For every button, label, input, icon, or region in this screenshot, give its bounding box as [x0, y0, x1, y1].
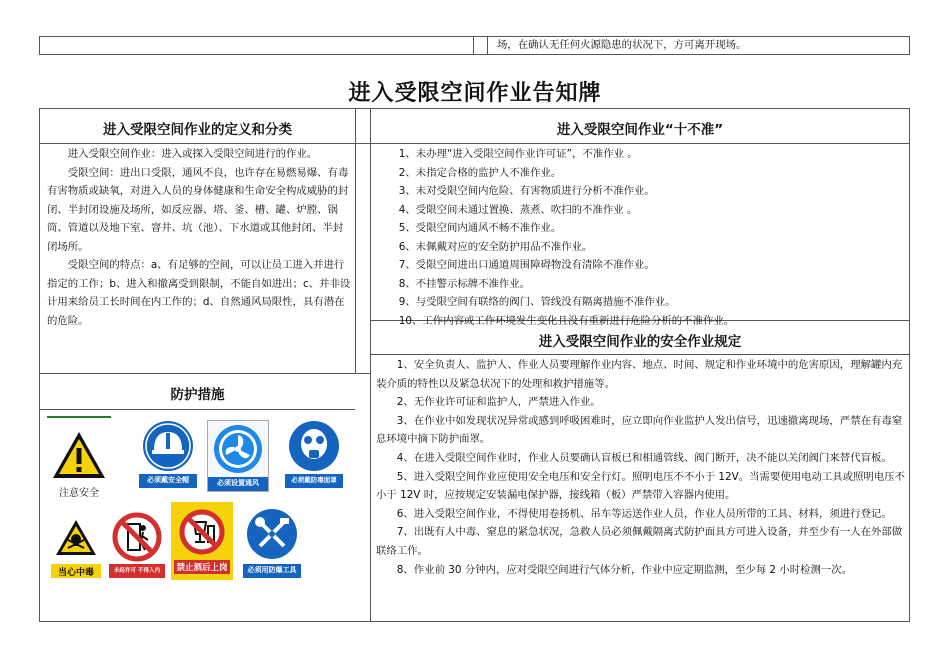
list-item: 3、在作业中如发现状况异常或感到呼吸困难时，应立即向作业监护人发出信号，迅速撤离现场，严禁在有毒窒息环境中摘下防护面罩。	[376, 414, 903, 446]
sign-label: 必须用防爆工具	[247, 566, 297, 574]
top-row	[39, 36, 910, 55]
sign-label: 注意安全	[59, 488, 99, 499]
protection-header: 防护措施	[170, 387, 225, 403]
list-item: 2、无作业许可证和监护人，严禁进入作业。	[396, 396, 601, 409]
list-item: 2、未指定合格的监护人不准作业。	[398, 166, 562, 179]
list-item: 5、受限空间内通风不畅不准作业。	[398, 222, 562, 234]
ten-nots-header: 进入受限空间作业“十不准”	[556, 122, 724, 138]
sign-ventilation	[207, 420, 269, 492]
list-item: 5、进入受限空间作业应使用安全电压和安全行灯。照明电压不不小于 12V。当需要使用电动工具或照明电压不小于 12V 时，应按规定安装漏电保护器，接线箱（板）严禁带入容器内使用。	[376, 470, 906, 502]
list-item: 8、作业前 30 分钟内，应对受限空间进行气体分析，作业中应定期监测，至少每 2 小时检测一次。	[396, 563, 853, 576]
sign-no-entry	[109, 510, 165, 582]
sign-label: 必须戴防毒面罩	[291, 476, 337, 484]
sign-label: 未经许可 不得入内	[114, 568, 160, 574]
sign-label: 禁止酒后上岗	[176, 563, 228, 573]
no-entry-person-icon	[112, 512, 162, 562]
sign-no-alcohol	[171, 502, 233, 580]
list-item: 9、与受限空间有联络的阀门、管线没有隔离措施不准作业。	[398, 296, 676, 308]
definition-paragraph: 受限空间：进出口受限，通风不良，也许存在易燃易爆、有毒有害物质或缺氧，对进入人员的身体健康和生命安全构成威胁的封闭、半封闭设施及场所，如反应器、塔、釜、槽、罐、炉膛、锅筒、管道以及地下室、窨井、坑（池）、下水道或其他封闭、半封闭场所。	[47, 166, 349, 253]
sign-gas-mask	[285, 420, 343, 492]
definition-body	[47, 145, 351, 330]
list-item: 4、受限空间未通过置换、蒸煮、吹扫的不准作业 。	[398, 203, 638, 216]
list-item: 6、未佩戴对应的安全防护用品不准作业。	[398, 240, 593, 253]
rules-header: 进入受限空间作业的安全作业规定	[538, 334, 742, 350]
definition-header: 进入受限空间作业的定义和分类	[103, 122, 292, 138]
page-title: 进入受限空间作业告知牌	[348, 81, 602, 106]
list-item: 7、受限空间进出口通道周围障碍物没有清除不准作业。	[398, 259, 655, 271]
sign-label: 当心中毒	[57, 568, 94, 578]
ten-nots-list	[378, 145, 906, 330]
list-item: 1、安全负责人、监护人、作业人员要理解作业内容、地点、时间、规定和作业环境中的危害原因，理解罐内充装介质的特性以及紧急状况下的处理和救护措施等。	[376, 359, 903, 390]
rules-list	[376, 356, 906, 579]
sign-label: 必须戴安全帽	[147, 476, 189, 484]
skull-icon	[54, 518, 98, 558]
helmet-icon	[142, 420, 194, 472]
list-item: 6、进入受限空间作业，不得使用卷扬机、吊车等运送作业人员，作业人员所带的工具、材料，须进行登记。	[396, 507, 892, 520]
top-row-text: 场，在确认无任何火源隐患的状况下，方可离开现场。	[497, 39, 747, 51]
definition-paragraph: 受限空间的特点：a、有足够的空间，可以让员工进入并进行指定的工作；b、进入和撤离受到限制，不能自如进出；c、并非设计用来给员工长时间在内工作的；d、自然通风局限性，具有潜在的危险。	[47, 259, 351, 327]
sign-explosion-proof-tools	[243, 508, 301, 582]
warning-exclamation-icon	[51, 430, 107, 482]
gas-mask-icon	[288, 420, 340, 472]
list-item: 10、工作内容或工作环境发生变化且没有重新进行危险分析的不准作业。	[398, 314, 735, 327]
sign-label: 必须设置通风	[217, 479, 259, 487]
sign-helmet	[139, 420, 197, 492]
list-item: 3、未对受限空间内危险、有害物质进行分析不准作业。	[398, 185, 655, 197]
safety-signs-panel	[47, 410, 337, 590]
list-item: 8、不挂警示标牌不准作业。	[398, 277, 531, 290]
sign-caution	[47, 416, 111, 500]
no-alcohol-icon	[178, 508, 226, 556]
list-item: 4、在进入受限空间作业时，作业人员要确认盲板已和相通管线、阀门断开，决不能以关闭阀门来替代盲板。	[396, 451, 892, 464]
sign-toxic	[51, 510, 101, 582]
list-item: 7、出既有人中毒、窒息的紧急状况，急救人员必须佩戴隔离式防护面具方可进入设备，并至少有一人在外部做联络工作。	[376, 526, 903, 557]
list-item: 1、未办理“进入受限空间作业许可证”，不准作业 。	[398, 148, 638, 160]
definition-paragraph: 进入受限空间作业：进入或探入受限空间进行的作业。	[67, 148, 318, 160]
explosion-proof-tools-icon	[246, 508, 298, 560]
fan-icon	[212, 423, 264, 475]
